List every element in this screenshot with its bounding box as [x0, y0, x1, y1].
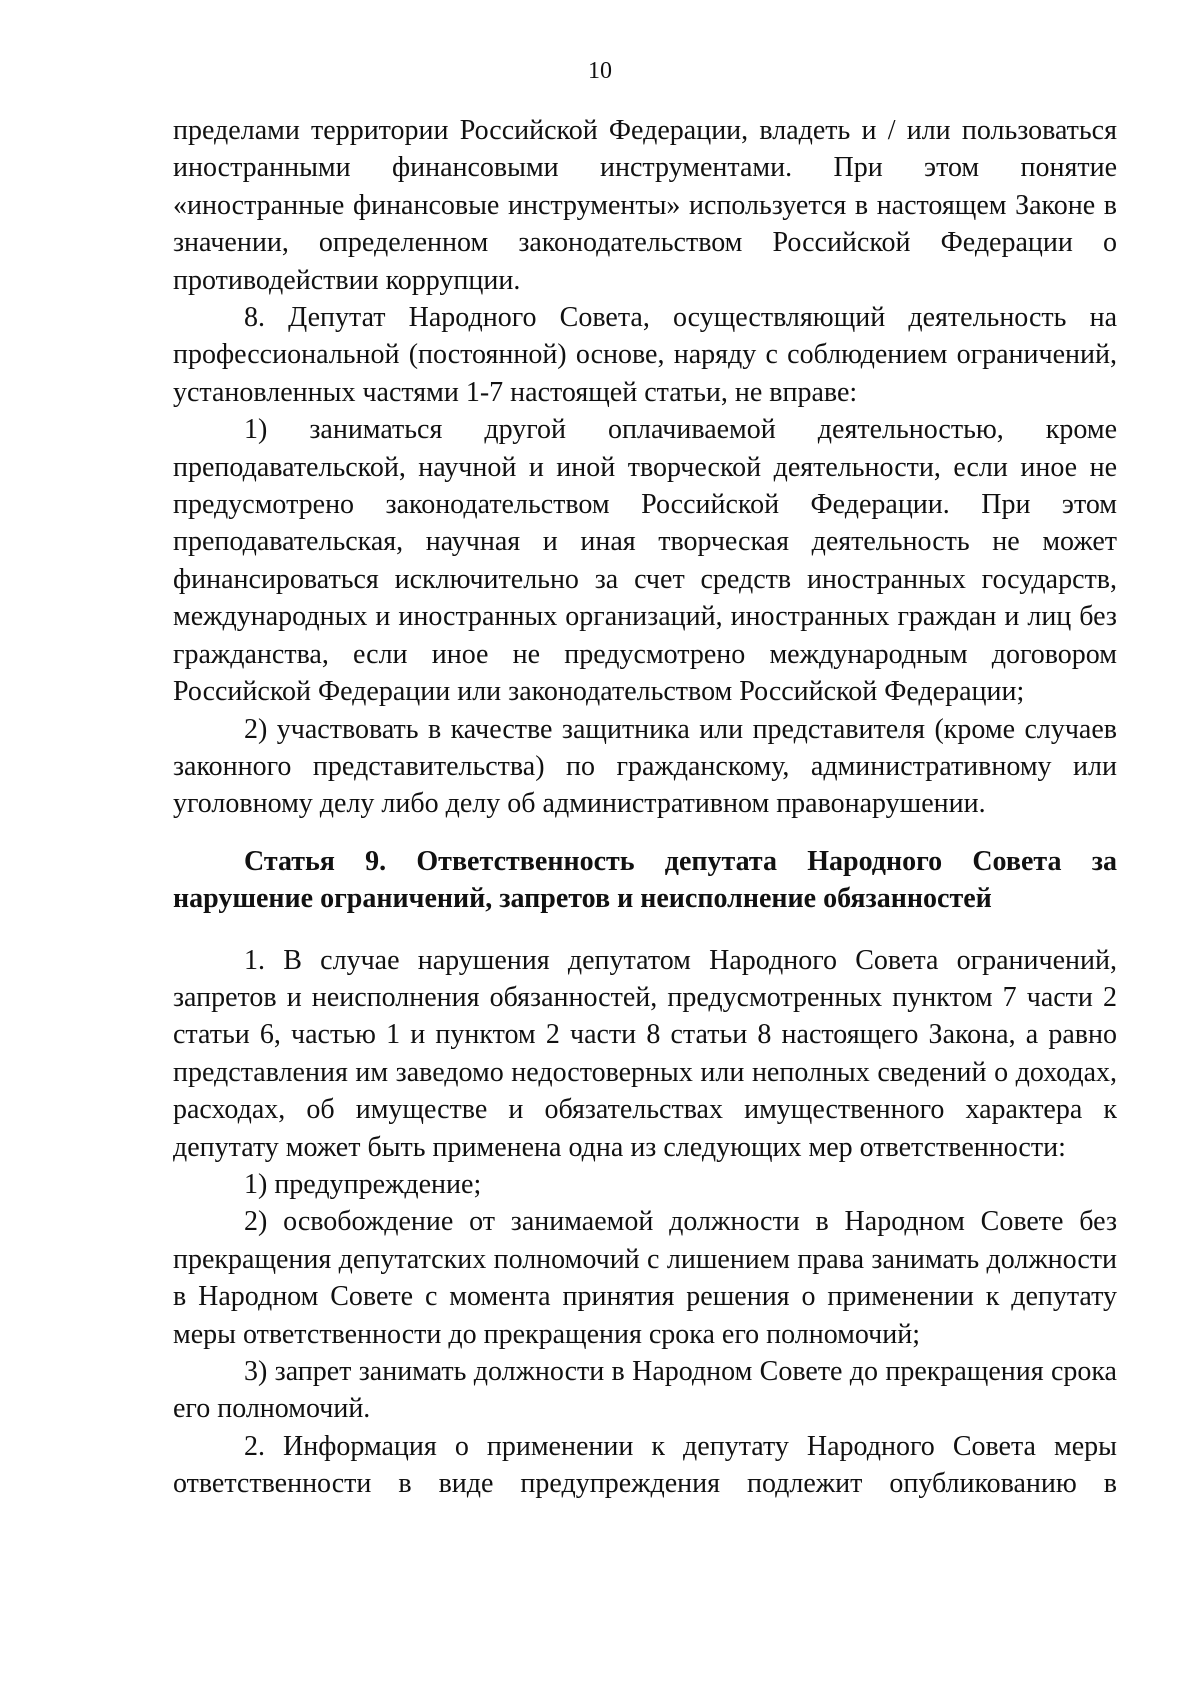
- list-item-2: 2) участвовать в качестве защитника или представителя (кроме случаев законного представительства) по гражданскому, административному или уголовному делу либо делу об административном правонарушении.: [173, 713, 1117, 820]
- article-paragraph-2: 2. Информация о применении к депутату Народного Совета меры ответственности в виде предупреждения подлежит опубликованию в: [173, 1430, 1117, 1500]
- measure-item-1: 1) предупреждение;: [244, 1168, 482, 1200]
- document-body: [173, 112, 1117, 1503]
- list-item-1: 1) заниматься другой оплачиваемой деятельностью, кроме преподавательской, научной и иной творческой деятельности, если иное не предусмотрено законодательством Российской Федерации. При этом преподавательская, научная и иная творческая деятельность не может финансироваться исключительно за счет средств иностранных государств, международных и иностранных организаций, иностранных граждан и лиц без гражданства, если иное не предусмотрено международным договором Российской Федерации или законодательством Российской Федерации;: [173, 414, 1117, 708]
- paragraph-continuation: пределами территории Российской Федерации, владеть и / или пользоваться иностранными финансовыми инструментами. При этом понятие «иностранные финансовые инструменты» используется в настоящем Законе в значении, определенном законодательством Российской Федерации о противодействии коррупции.: [173, 115, 1117, 296]
- article-paragraph-1: 1. В случае нарушения депутатом Народного Совета ограничений, запретов и неисполнения обязанностей, предусмотренных пунктом 7 части 2 статьи 6, частью 1 и пунктом 2 части 8 статьи 8 настоящего Закона, а равно представления им заведомо недостоверных или неполных сведений о доходах, расходах, об имуществе и обязательствах имущественного характера к депутату может быть применена одна из следующих мер ответственности:: [173, 944, 1117, 1163]
- measure-item-3: 3) запрет занимать должности в Народном Совете до прекращения срока его полномочий.: [173, 1356, 1117, 1425]
- article-heading: Статья 9. Ответственность депутата Народного Совета за нарушение ограничений, запретов и неисполнение обязанностей: [173, 845, 1117, 915]
- paragraph-part-8: 8. Депутат Народного Совета, осуществляющий деятельность на профессиональной (постоянной) основе, наряду с соблюдением ограничений, установленных частями 1-7 настоящей статьи, не вправе:: [173, 302, 1117, 408]
- page-number: 10: [588, 58, 612, 84]
- measure-item-2: 2) освобождение от занимаемой должности в Народном Совете без прекращения депутатских полномочий с лишением права занимать должности в Народном Совете с момента принятия решения о применении к депутату меры ответственности до прекращения срока его полномочий;: [173, 1206, 1117, 1350]
